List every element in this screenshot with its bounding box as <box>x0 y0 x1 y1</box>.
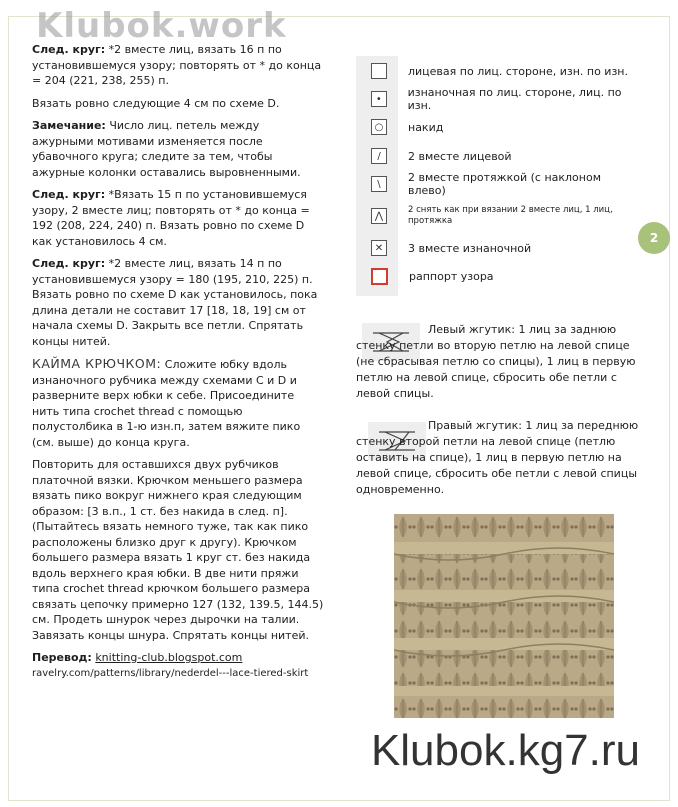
legend-label: 2 снять как при вязании 2 вместе лиц, 1 лиц, протяжка <box>408 205 613 226</box>
paragraph-5 <box>32 256 324 349</box>
legend-label: 2 вместе протяжкой (с наклоном влево) <box>407 171 601 197</box>
lace-swatch-photo <box>394 514 614 718</box>
section-heading: КАЙМА КРЮЧКОМ: <box>32 356 162 371</box>
legend-row <box>356 86 642 112</box>
dot-square-icon: • <box>371 91 387 107</box>
note-paragraph <box>32 118 324 180</box>
legend-label: 3 вместе изнаночной <box>408 241 532 255</box>
legend-row <box>356 58 642 84</box>
legend-row <box>356 143 642 169</box>
page-number-badge <box>638 222 670 254</box>
pattern-repeat-icon <box>371 268 388 285</box>
legend-row <box>356 171 642 197</box>
ssk-icon: \ <box>371 176 387 192</box>
left-twist-description: Левый жгутик: 1 лиц за заднюю стенку петли во вторую петлю на левой спице (не сбрасывая петлю со спицы), 1 лиц в первую петлю на левой спице, сбросить обе петли с левой спицы. <box>356 323 636 400</box>
legend-row <box>356 235 642 261</box>
translation-line <box>32 650 324 666</box>
paragraph-4 <box>32 187 324 249</box>
round-label: След. круг: <box>32 188 106 201</box>
k2tog-icon: / <box>371 148 387 164</box>
legend-label: изнаночная по лиц. стороне, лиц. по изн. <box>407 86 622 112</box>
instructions-column <box>32 42 324 681</box>
right-twist-description: Правый жгутик: 1 лиц за переднюю стенку второй петли на левой спице (петлю оставить на спице), 1 лиц в первую петлю на левой спице, сбросить обе петли с левой спицы одновременно. <box>356 419 639 496</box>
ravelry-link[interactable]: ravelry.com/patterns/library/nederdel---lace-tiered-skirt <box>32 667 309 679</box>
translation-link[interactable]: knitting-club.blogspot.com <box>95 651 243 664</box>
legend-label: накид <box>408 120 444 134</box>
legend-row <box>356 114 642 140</box>
note-label: Замечание: <box>32 119 106 132</box>
legend-label: лицевая по лиц. стороне, изн. по изн. <box>408 64 628 78</box>
round-label: След. круг: <box>32 257 106 270</box>
watermark-top: Klubok.work <box>36 6 287 46</box>
crochet-edging-paragraph <box>32 356 324 450</box>
legend-label: раппорт узора <box>409 269 494 283</box>
paragraph-text: *2 вместе лиц, вязать 14 п по установившемуся узору = 180 (195, 210, 225) п. Вязать ровно по схеме D как установилось, пока длина детали не составит 17 [18, 18, 19] см от начала схемы D. Закрыть все петли. Спрятать концы нитей. <box>32 257 318 348</box>
legend-label: 2 вместе лицевой <box>408 149 512 163</box>
paragraph-text: Число лиц. петель между ажурными мотивами изменяется после убавочного круга; следите за тем, чтобы ажурные колонки оставались выровненными. <box>32 119 301 179</box>
paragraph-text: Сложите юбку вдоль изнаночного рубчика между схемами C и D и разверните верх юбки к себе. Присоедините нить типа crochet thread с помощью полустолбика в 1-ю изн.п, затем вяжите пико (см. выше) до конца круга. <box>32 358 301 449</box>
paragraph-text: Вязать ровно следующие 4 см по схеме D. <box>32 96 280 110</box>
paragraph-7 <box>32 457 324 643</box>
empty-square-icon <box>371 63 387 79</box>
legend-row <box>356 263 642 289</box>
yarn-over-icon: ○ <box>371 119 387 135</box>
central-double-decrease-icon: ⋀ <box>371 208 387 224</box>
paragraph-text: Повторить для оставшихся двух рубчиков платочной вязки. Крючком меньшего размера вязать пико вокруг нижнего края следующим образом: [3 в.п., 1 ст. без накида в след. п]. (Пытайтесь вязать немного туже, так как пико расположены близко друг к другу). Крючком большего размера вязать 1 круг ст. без накида вдоль верхнего края юбки. В две нити пряжи типа crochet thread крючком большего размера связать цепочку примерно 127 (132, 139.5, 144.5) см. Продеть шнурок через дырочки на талии. Завязать концы шнура. Спрятать концы нитей. <box>32 458 324 642</box>
translation-label: Перевод: <box>32 651 92 664</box>
round-label: След. круг: <box>32 43 106 56</box>
p3tog-icon: ✕ <box>371 240 387 256</box>
paragraph-2 <box>32 96 324 112</box>
legend-row <box>356 203 642 229</box>
watermark-bottom: Klubok.kg7.ru <box>370 726 640 775</box>
paragraph-1 <box>32 42 324 89</box>
page-number: 2 <box>649 231 659 245</box>
paragraph-text: *2 вместе лиц, вязать 16 п по установившемуся узору; повторять от * до конца = 204 (221, 238, 255) п. <box>32 43 322 87</box>
paragraph-text: *Вязать 15 п по установившемуся узору, 2 вместе лиц; повторять от * до конца = 192 (208, 224, 240) п. Вязать ровно по схеме D как установилось 4 см. <box>32 188 310 248</box>
